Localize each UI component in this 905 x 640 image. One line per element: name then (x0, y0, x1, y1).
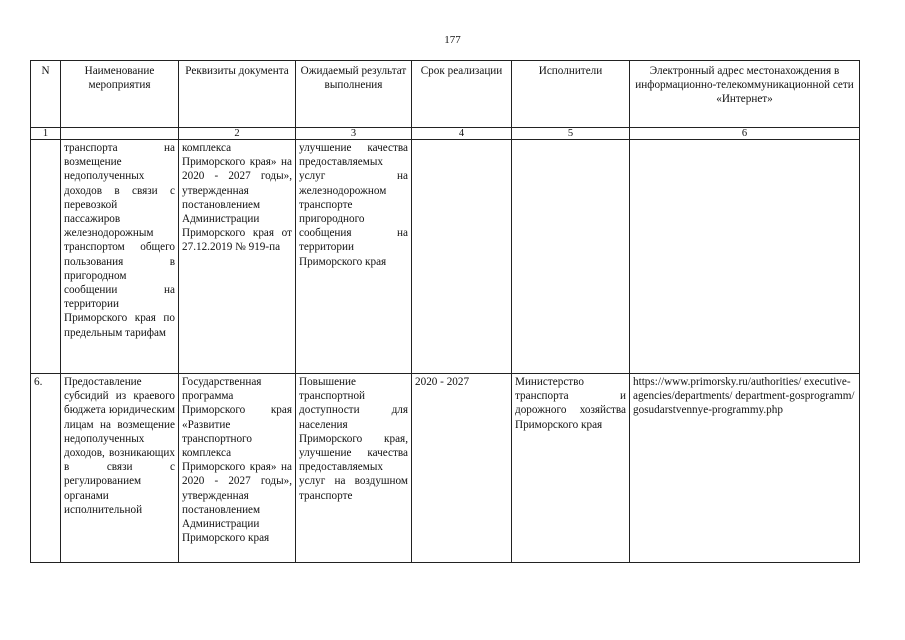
column-number: 3 (296, 128, 412, 140)
header-executors: Исполнители (512, 61, 630, 128)
header-n: N (31, 61, 61, 128)
expected-result: Повышение транспортной доступности для населения Приморского края, улучшение качества предоставляемых услуг на воздушном транспорте (296, 374, 412, 563)
executors (512, 140, 630, 374)
table-row (31, 374, 860, 563)
column-number: 5 (512, 128, 630, 140)
internet-address (630, 140, 860, 374)
header-row (31, 61, 860, 128)
header-name: Наименование мероприятия (61, 61, 179, 128)
header-document: Реквизиты документа (179, 61, 296, 128)
column-number: 1 (31, 128, 61, 140)
page-number: 177 (444, 34, 461, 46)
column-number: 6 (630, 128, 860, 140)
document-details: Государственная программа Приморского края «Развитие транспортного комплекса Приморского края» на 2020 - 2027 годы», утвержденная постановлением Администрации Приморского края (179, 374, 296, 563)
measure-name: транспорта на возмещение недополученных доходов в связи с перевозкой пассажиров железнодорожным транспортом общего пользования в пригородном сообщении на территории Приморского края по предельным тарифам (61, 140, 179, 374)
row-number (31, 140, 61, 374)
executors: Министерство транспорта и дорожного хозяйства Приморского края (512, 374, 630, 563)
column-number: 2 (179, 128, 296, 140)
measures-table (30, 60, 860, 563)
header-term: Срок реализации (412, 61, 512, 128)
measure-name: Предоставление субсидий из краевого бюджета юридическим лицам на возмещение недополученных доходов, возникающих в связи с регулированием органами исполнительной (61, 374, 179, 563)
column-number-row (31, 128, 860, 140)
expected-result: улучшение качества предоставляемых услуг на железнодорожном транспорте пригородного сообщения на территории Приморского края (296, 140, 412, 374)
column-number: 4 (412, 128, 512, 140)
header-url: Электронный адрес местонахождения в информационно-телекоммуникационной сети «Интернет» (630, 61, 860, 128)
document-details: комплекса Приморского края» на 2020 - 2027 годы», утвержденная постановлением Администрации Приморского края от 27.12.2019 № 919-па (179, 140, 296, 374)
implementation-term: 2020 - 2027 (412, 374, 512, 563)
header-result: Ожидаемый результат выполнения (296, 61, 412, 128)
implementation-term (412, 140, 512, 374)
row-number: 6. (31, 374, 61, 563)
table-row (31, 140, 860, 374)
column-number (61, 128, 179, 140)
internet-address: https://www.primorsky.ru/authorities/ executive-agencies/departments/ department-gosprogramm/ gosudarstvennye-programmy.php (630, 374, 860, 563)
